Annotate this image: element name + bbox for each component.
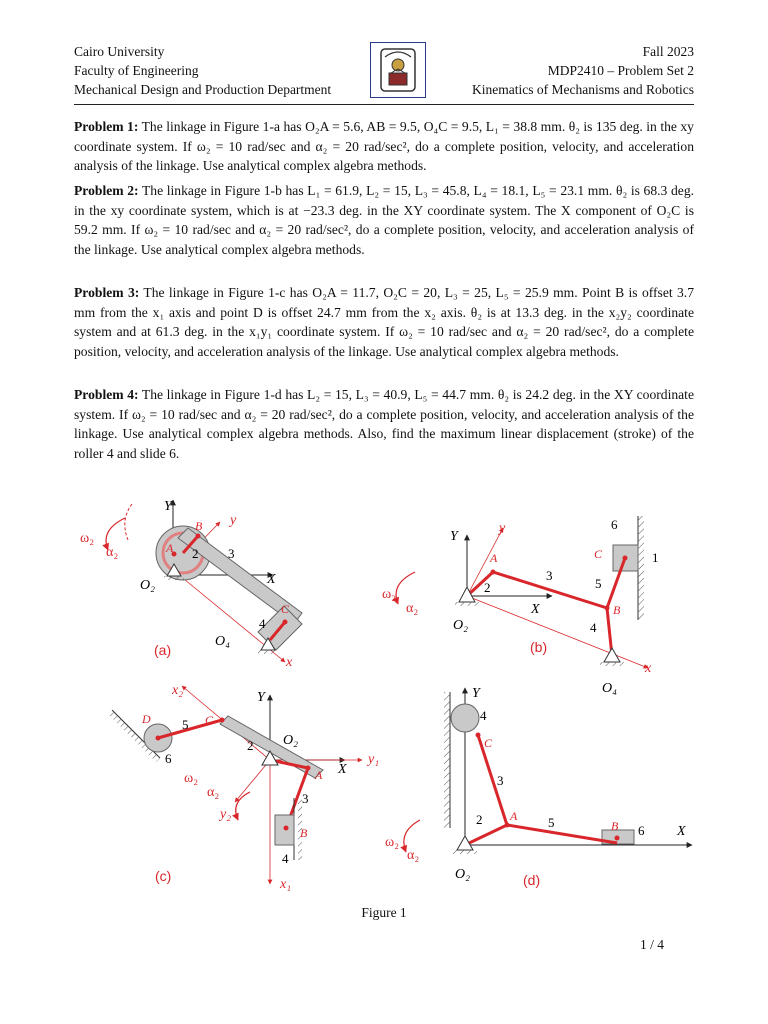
fig-a-A-label: A <box>166 541 174 555</box>
problem-4-text: The linkage in Figure 1-d has L₂ = 15, L₃ = 40.9, L₅ = 44.7 mm. θ₂ is 24.2 deg. in the XY coordinate system. If ω₂ = 10 rad/sec and α₂ = 20 rad/sec², do a complete position, velocity, and acceleration analysis of the linkage. Use analytical complex algebra methods. Also, find the maximum linear displacement (stroke) of the roller 4 and slide 6. <box>74 387 694 461</box>
fig-a-alpha2-label: α₂ <box>106 545 119 560</box>
header-left <box>74 42 331 99</box>
fig-b-C-label: C <box>594 547 603 561</box>
fig-d-link-5-label: 5 <box>548 815 555 830</box>
fig-c-O2-label: O₂ <box>283 733 298 748</box>
fig-c-link-4-label: 4 <box>282 851 289 866</box>
fig-d-link-4-label: 4 <box>480 708 487 723</box>
problem-2-text: The linkage in Figure 1-b has L₁ = 61.9, L₂ = 15, L₃ = 45.8, L₄ = 18.1, L₅ = 23.1 mm. θ₂ is 68.3 deg. in the xy coordinate system, which is at −23.3 deg. in the XY coordinate system. The X component of O₂C is 59.2 mm. If ω₂ = 10 rad/sec and α₂ = 20 rad/sec², do a complete position, velocity, and acceleration analysis of the linkage. Use analytical complex algebra methods. <box>74 183 695 257</box>
fig-c-D-label: D <box>142 712 151 726</box>
fig-a-Y-label: Y <box>164 499 172 514</box>
university-logo <box>370 42 426 98</box>
fig-d-link-2-label: 2 <box>476 812 483 827</box>
page-number: 1 / 4 <box>640 937 665 952</box>
fig-b-link-2-label: 2 <box>484 580 491 595</box>
fig-b-x-label: x <box>645 661 652 676</box>
fig-a-X-label: X <box>267 572 276 587</box>
fig-d-Y-label: Y <box>472 686 480 701</box>
fig-b-link-3-label: 3 <box>546 568 553 583</box>
fig-d-X-label: X <box>677 824 686 839</box>
fig-b-link-6-label: 6 <box>611 517 618 532</box>
faculty-name: Faculty of Engineering <box>74 63 199 78</box>
fig-a-omega2-label: ω₂ <box>80 531 95 546</box>
fig-b-link-1-label: 1 <box>652 550 659 565</box>
fig-c-link-3-label: 3 <box>302 791 309 806</box>
fig-a-O4-label: O₄ <box>215 634 230 649</box>
fig-c-Y-label: Y <box>257 690 265 705</box>
fig-b-link-5-label: 5 <box>595 576 602 591</box>
course-code: MDP2410 – Problem Set 2 <box>547 63 694 78</box>
fig-d-tag: (d) <box>523 872 541 888</box>
problem-4 <box>74 385 694 463</box>
fig-c-y1-label: y₁ <box>368 752 380 767</box>
fig-d-alpha2-label: α₂ <box>407 848 420 863</box>
fig-c-y2-label: y₂ <box>220 807 232 822</box>
problem-4-label: Problem 4: <box>74 387 139 402</box>
problem-2 <box>74 181 694 259</box>
fig-c-alpha2-label: α₂ <box>207 785 220 800</box>
fig-a-y-label: y <box>230 513 237 528</box>
problem-3-label: Problem 3: <box>74 285 140 300</box>
problem-3 <box>74 283 694 361</box>
problem-1-label: Problem 1: <box>74 119 139 134</box>
fig-b-O2-label: O₂ <box>453 618 468 633</box>
header-right <box>472 42 694 99</box>
problem-3-text: The linkage in Figure 1-c has O₂A = 11.7, O₂C = 20, L₃ = 25, L₅ = 25.9 mm. Point B is offset 3.7 mm from the x₁ axis and point D is offset 24.7 mm from the x₂ axis. θ₂ is at 13.3 deg. in the x₂y₂ coordinate system and at 61.3 deg. in the x₁y₁ coordinate system. If ω₂ = 10 rad/sec and α₂ = 20 rad/sec², do a complete position, velocity, and acceleration analysis of the linkage. Use analytical complex algebra methods. <box>74 285 695 359</box>
fig-b-tag: (b) <box>530 639 548 655</box>
fig-c-B-label: B <box>300 826 308 840</box>
fig-d-C-label: C <box>484 736 493 750</box>
fig-c-link-5-label: 5 <box>182 717 189 732</box>
fig-c-C-label: C <box>205 713 214 727</box>
fig-c-link-2-label: 2 <box>247 738 254 753</box>
department-name: Mechanical Design and Production Department <box>74 82 332 97</box>
fig-a-x-label: x <box>286 655 293 670</box>
fig-b-y-label: y <box>499 521 506 536</box>
fig-d-O2-label: O₂ <box>455 867 470 882</box>
problem-1 <box>74 117 694 176</box>
problem-1-text: The linkage in Figure 1-a has O₂A = 5.6, AB = 9.5, O₄C = 9.5, L₁ = 38.8 mm. θ₂ is 135 deg. in the xy coordinate system. If ω₂ = 10 rad/sec and α₂ = 20 rad/sec², do a complete position, velocity, and acceleration analysis of the linkage. Use analytical complex algebra methods. <box>74 119 694 173</box>
fig-d-A-label: A <box>510 809 518 823</box>
fig-d-B-label: B <box>611 819 619 833</box>
fig-b-X-label: X <box>531 602 540 617</box>
fig-b-alpha2-label: α₂ <box>406 601 419 616</box>
fig-a-C-label: C <box>281 602 290 616</box>
fig-c-x1-label: x₁ <box>280 877 292 892</box>
logo-emblem-icon <box>371 43 425 97</box>
fig-b-B-label: B <box>613 603 621 617</box>
fig-d-link-6-label: 6 <box>638 823 645 838</box>
fig-a-B-label: B <box>195 519 203 533</box>
fig-b-O4-label: O₄ <box>602 681 617 696</box>
fig-a-O2-label: O₂ <box>140 578 155 593</box>
figure-1c <box>108 683 379 892</box>
fig-c-link-6-label: 6 <box>165 751 172 766</box>
term: Fall 2023 <box>642 44 694 59</box>
figure-1d <box>385 686 692 888</box>
figure-1b <box>382 516 659 696</box>
fig-a-link-3-label: 3 <box>228 546 235 561</box>
fig-a-link-2-label: 2 <box>192 546 199 561</box>
figure-1a <box>80 499 302 670</box>
header-divider <box>74 104 694 105</box>
figure-caption: Figure 1 <box>361 905 407 920</box>
fig-c-A-label: A <box>315 768 323 782</box>
fig-c-X-label: X <box>338 762 347 777</box>
fig-a-tag: (a) <box>154 642 172 658</box>
course-title: Kinematics of Mechanisms and Robotics <box>472 82 694 97</box>
fig-c-tag: (c) <box>155 868 172 884</box>
fig-d-omega2-label: ω₂ <box>385 835 400 850</box>
figure-1 <box>70 480 700 900</box>
problem-2-label: Problem 2: <box>74 183 139 198</box>
fig-b-Y-label: Y <box>450 529 458 544</box>
fig-c-x2-label: x₂ <box>172 683 184 698</box>
fig-b-link-4-label: 4 <box>590 620 597 635</box>
university-name: Cairo University <box>74 44 165 59</box>
fig-a-link-4-label: 4 <box>259 616 266 631</box>
fig-c-omega2-label: ω₂ <box>184 771 199 786</box>
fig-b-A-label: A <box>490 551 498 565</box>
fig-d-link-3-label: 3 <box>497 773 504 788</box>
fig-b-omega2-label: ω₂ <box>382 587 397 602</box>
